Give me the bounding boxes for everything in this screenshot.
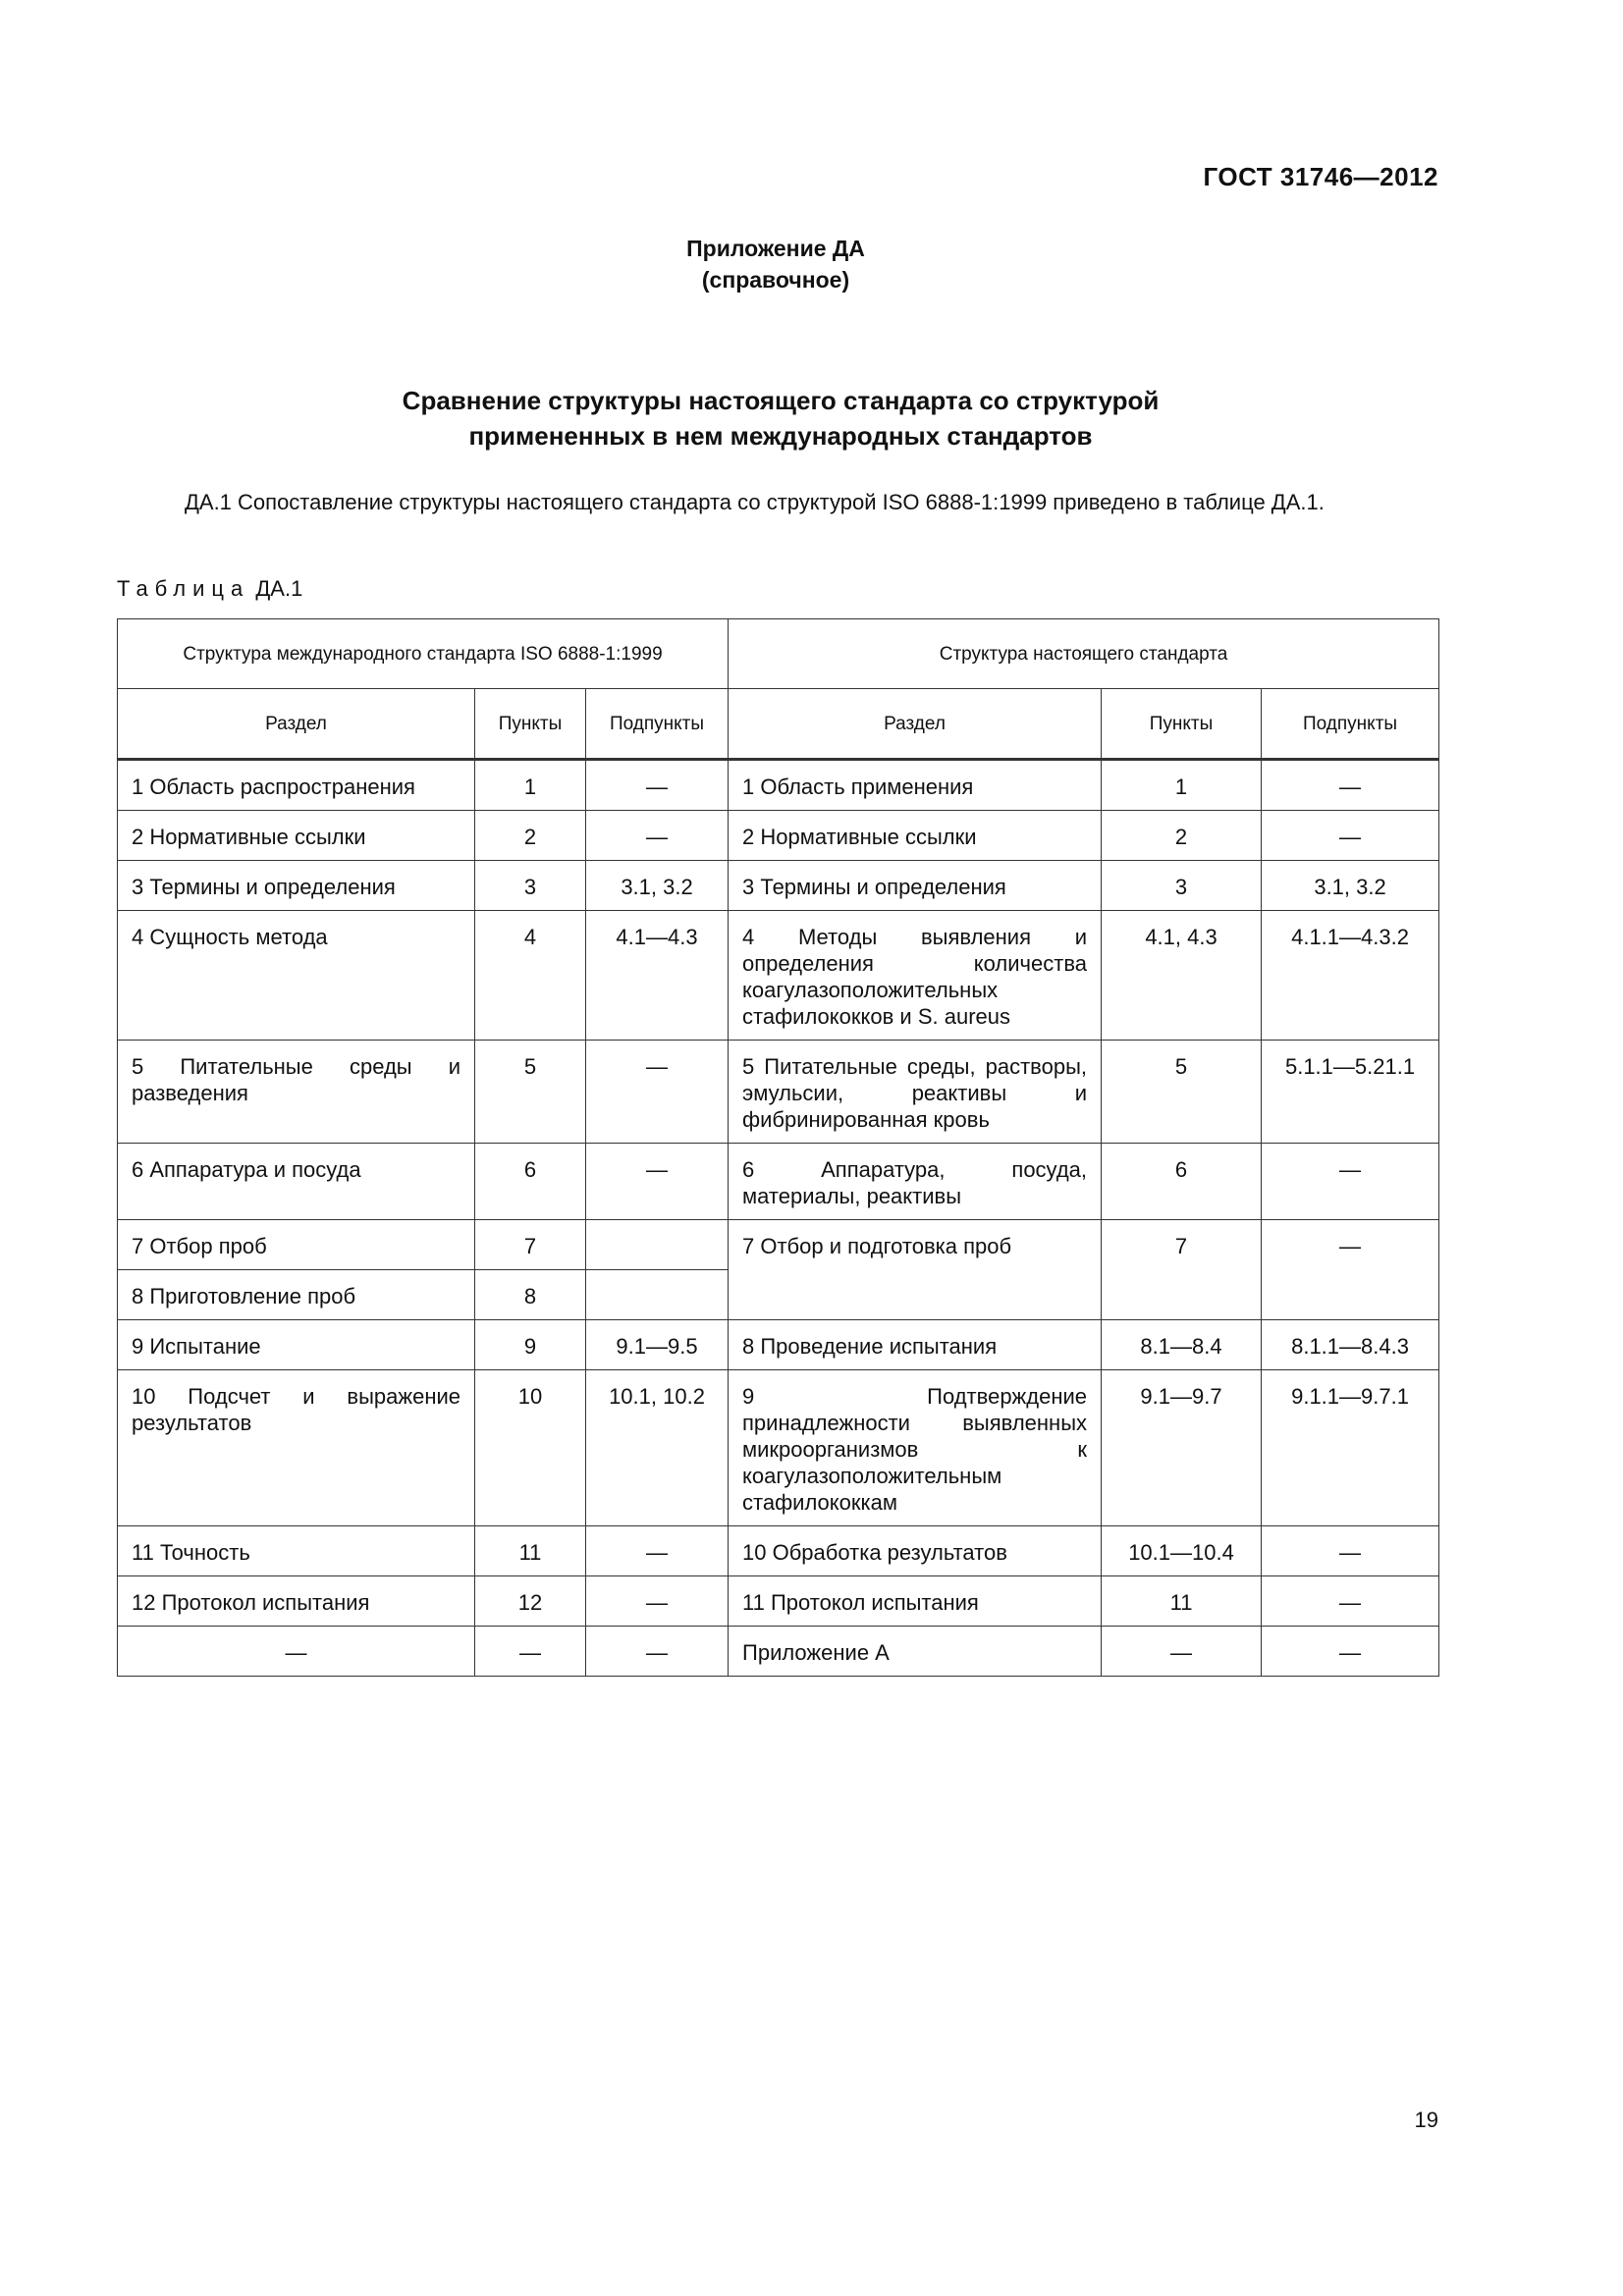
- table-cell: 1: [475, 760, 586, 811]
- table-cell: —: [475, 1627, 586, 1677]
- table-cell: —: [1262, 1220, 1439, 1320]
- table-cell: 7: [1102, 1220, 1262, 1320]
- table-caption-id: ДА.1: [255, 576, 303, 601]
- column-header: Пункты: [1102, 689, 1262, 760]
- table-cell: 2: [475, 811, 586, 861]
- table-cell: 11: [475, 1526, 586, 1576]
- table-row: [118, 1220, 1439, 1270]
- table-cell: 3: [475, 861, 586, 911]
- table-cell: —: [1262, 1144, 1439, 1220]
- comparison-table: [117, 618, 1439, 1677]
- table-cell: —: [586, 811, 729, 861]
- table-row: [118, 1320, 1439, 1370]
- table-cell: [586, 1220, 729, 1270]
- table-cell: —: [586, 1144, 729, 1220]
- column-header: Раздел: [118, 689, 475, 760]
- table-cell: 10.1—10.4: [1102, 1526, 1262, 1576]
- table-cell: 11: [1102, 1576, 1262, 1627]
- table-caption: [117, 576, 302, 602]
- column-header: Пункты: [475, 689, 586, 760]
- table-cell: —: [586, 1627, 729, 1677]
- table-cell: [586, 1270, 729, 1320]
- annex-title: Приложение ДА: [686, 236, 865, 261]
- table-cell: 7 Отбор проб: [118, 1220, 475, 1270]
- table-cell: 10 Обработка результатов: [729, 1526, 1102, 1576]
- table-cell: 3.1, 3.2: [1262, 861, 1439, 911]
- table-cell: 3: [1102, 861, 1262, 911]
- table-cell: 4: [475, 911, 586, 1041]
- heading-line-2: примененных в нем международных стандартов: [468, 421, 1093, 451]
- table-cell: 8 Приготовление проб: [118, 1270, 475, 1320]
- table-cell: 12: [475, 1576, 586, 1627]
- table-cell: —: [1262, 1627, 1439, 1677]
- table-cell: 7: [475, 1220, 586, 1270]
- column-header: Подпункты: [586, 689, 729, 760]
- table-cell: —: [1262, 1576, 1439, 1627]
- heading-line-1: Сравнение структуры настоящего стандарта со структурой: [402, 386, 1160, 415]
- table-cell: 2 Нормативные ссылки: [118, 811, 475, 861]
- table-cell: 9.1.1—9.7.1: [1262, 1370, 1439, 1526]
- table-cell: —: [1102, 1627, 1262, 1677]
- table-cell: 9 Подтверждение принадлежности выявленных микроорганизмов к коагулазоположительным стафилококкам: [729, 1370, 1102, 1526]
- annex-subtitle: (справочное): [701, 267, 850, 293]
- section-heading: [0, 383, 1561, 454]
- document-code: ГОСТ 31746—2012: [1203, 162, 1438, 191]
- table-cell: —: [1262, 811, 1439, 861]
- table-cell: 9.1—9.7: [1102, 1370, 1262, 1526]
- table-cell: 10: [475, 1370, 586, 1526]
- table-cell: 2 Нормативные ссылки: [729, 811, 1102, 861]
- table-cell: 5: [1102, 1041, 1262, 1144]
- table-cell: —: [586, 1526, 729, 1576]
- intro-paragraph: ДА.1 Сопоставление структуры настоящего стандарта со структурой ISO 6888-1:1999 приведено в таблице ДА.1.: [185, 490, 1325, 514]
- group-header-national: Структура настоящего стандарта: [729, 619, 1439, 689]
- table-cell: 3 Термины и определения: [729, 861, 1102, 911]
- table-cell: 4 Сущность метода: [118, 911, 475, 1041]
- table-cell: 5 Питательные среды и разведения: [118, 1041, 475, 1144]
- table-cell: 3 Термины и определения: [118, 861, 475, 911]
- table-cell: 6 Аппаратура, посуда, материалы, реактивы: [729, 1144, 1102, 1220]
- table-cell: 11 Точность: [118, 1526, 475, 1576]
- table-cell: 9.1—9.5: [586, 1320, 729, 1370]
- table-group-header-row: [118, 619, 1439, 689]
- table-cell: —: [118, 1627, 475, 1677]
- table-cell: 3.1, 3.2: [586, 861, 729, 911]
- table-cell: —: [586, 1041, 729, 1144]
- table-row: [118, 1041, 1439, 1144]
- table-row: [118, 1526, 1439, 1576]
- table-cell: 7 Отбор и подготовка проб: [729, 1220, 1102, 1320]
- table-cell: 1 Область распространения: [118, 760, 475, 811]
- table-cell: 4.1, 4.3: [1102, 911, 1262, 1041]
- table-cell: 1: [1102, 760, 1262, 811]
- table-cell: —: [586, 760, 729, 811]
- table-row: [118, 911, 1439, 1041]
- table-cell: 4.1.1—4.3.2: [1262, 911, 1439, 1041]
- table-row: [118, 861, 1439, 911]
- table-column-header-row: [118, 689, 1439, 760]
- table-cell: 1 Область применения: [729, 760, 1102, 811]
- table-row: [118, 1370, 1439, 1526]
- column-header: Подпункты: [1262, 689, 1439, 760]
- column-header: Раздел: [729, 689, 1102, 760]
- table-cell: —: [586, 1576, 729, 1627]
- table-cell: 6: [1102, 1144, 1262, 1220]
- table-cell: 11 Протокол испытания: [729, 1576, 1102, 1627]
- table-cell: Приложение А: [729, 1627, 1102, 1677]
- table-row: [118, 1576, 1439, 1627]
- group-header-international: Структура международного стандарта ISO 6888-1:1999: [118, 619, 729, 689]
- table-cell: 5.1.1—5.21.1: [1262, 1041, 1439, 1144]
- table-cell: 2: [1102, 811, 1262, 861]
- table-cell: 6 Аппаратура и посуда: [118, 1144, 475, 1220]
- page-number: 19: [1414, 2108, 1438, 2132]
- table-row: [118, 760, 1439, 811]
- table-cell: 8.1—8.4: [1102, 1320, 1262, 1370]
- table-cell: 5: [475, 1041, 586, 1144]
- table-cell: 5 Питательные среды, растворы, эмульсии, реактивы и фибринированная кровь: [729, 1041, 1102, 1144]
- table-cell: 6: [475, 1144, 586, 1220]
- table-cell: —: [1262, 760, 1439, 811]
- table-caption-word: Таблица: [117, 576, 250, 601]
- table-cell: 8.1.1—8.4.3: [1262, 1320, 1439, 1370]
- table-cell: 8 Проведение испытания: [729, 1320, 1102, 1370]
- table-cell: 10.1, 10.2: [586, 1370, 729, 1526]
- table-cell: 4.1—4.3: [586, 911, 729, 1041]
- table-cell: 9: [475, 1320, 586, 1370]
- table-row: [118, 1627, 1439, 1677]
- table-row: [118, 811, 1439, 861]
- table-row: [118, 1144, 1439, 1220]
- table-cell: 8: [475, 1270, 586, 1320]
- table-cell: —: [1262, 1526, 1439, 1576]
- table-cell: 12 Протокол испытания: [118, 1576, 475, 1627]
- table-cell: 10 Подсчет и выражение результатов: [118, 1370, 475, 1526]
- table-cell: 9 Испытание: [118, 1320, 475, 1370]
- annex-title-block: [0, 233, 1551, 295]
- table-cell: 4 Методы выявления и определения количества коагулазоположительных стафилококков и S. aureus: [729, 911, 1102, 1041]
